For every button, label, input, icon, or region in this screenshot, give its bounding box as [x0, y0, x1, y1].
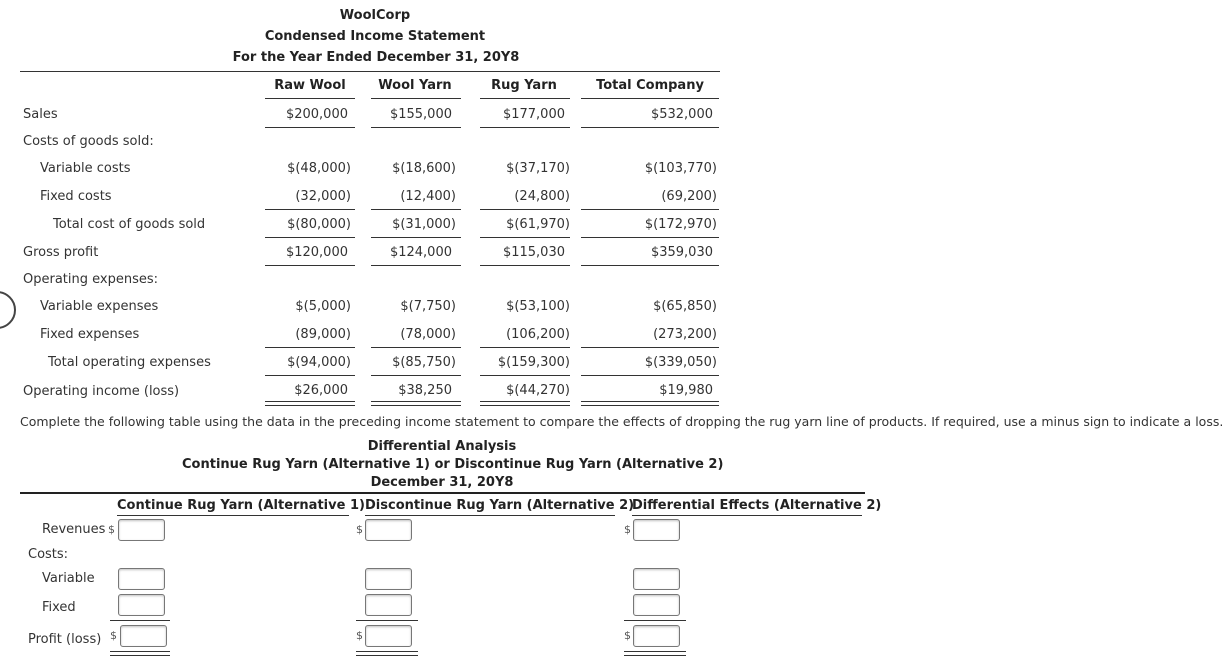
- label-costs: Costs:: [28, 547, 69, 562]
- row-label-operating-income: Operating income (loss): [23, 384, 180, 399]
- double-underline: [581, 401, 719, 406]
- variable-diff-input[interactable]: [633, 568, 680, 590]
- value-cell: $120,000: [285, 245, 348, 260]
- row-label-total-cogs: Total cost of goods sold: [53, 217, 206, 232]
- col-raw-wool: Raw Wool: [274, 78, 346, 93]
- fixed-alt2-input[interactable]: [365, 594, 412, 616]
- col-rug-yarn: Rug Yarn: [491, 78, 557, 93]
- underline: [371, 375, 461, 376]
- analysis-title: Differential Analysis: [367, 439, 517, 454]
- value-cell: $(172,970): [644, 217, 717, 232]
- row-label-sales: Sales: [23, 107, 58, 122]
- statement-period: For the Year Ended December 31, 20Y8: [232, 50, 520, 65]
- value-cell: $(5,000): [295, 299, 351, 314]
- underline: [480, 237, 570, 238]
- analysis-date: December 31, 20Y8: [370, 475, 514, 490]
- dollar-sign: $: [624, 523, 631, 536]
- value-cell: $26,000: [294, 383, 348, 398]
- value-cell: $124,000: [389, 245, 452, 260]
- revenues-diff-input[interactable]: [633, 519, 680, 541]
- label-revenues: Revenues: [42, 522, 106, 537]
- value-cell: (273,200): [653, 327, 717, 342]
- underline: [480, 347, 570, 348]
- underline: [581, 127, 719, 128]
- dollar-sign: $: [356, 523, 363, 536]
- value-cell: $(339,050): [644, 355, 717, 370]
- underline: [581, 237, 719, 238]
- decorative-circle-icon: [0, 291, 16, 329]
- underline: [371, 347, 461, 348]
- underline: [265, 375, 355, 376]
- label-variable: Variable: [42, 571, 95, 586]
- value-cell: $(48,000): [287, 161, 351, 176]
- col-discontinue-rug-yarn: Discontinue Rug Yarn (Alternative 2): [365, 498, 635, 513]
- underline: [371, 265, 461, 266]
- profit-diff-input[interactable]: [633, 625, 680, 647]
- double-underline: [480, 401, 570, 406]
- underline: [265, 209, 355, 210]
- row-label-operating-expenses: Operating expenses:: [23, 272, 159, 287]
- col-total-company: Total Company: [596, 78, 704, 93]
- label-fixed: Fixed: [42, 600, 76, 615]
- fixed-alt1-input[interactable]: [118, 594, 165, 616]
- value-cell: $(103,770): [644, 161, 717, 176]
- value-cell: $(18,600): [392, 161, 456, 176]
- underline: [581, 347, 719, 348]
- row-label-total-operating-expenses: Total operating expenses: [48, 355, 211, 370]
- double-underline: [110, 651, 170, 656]
- double-underline: [265, 401, 355, 406]
- value-cell: $177,000: [502, 107, 565, 122]
- underline: [356, 620, 418, 621]
- col-rule: [480, 98, 570, 99]
- value-cell: (32,000): [295, 189, 351, 204]
- col-rule: [365, 515, 615, 516]
- value-cell: (106,200): [506, 327, 570, 342]
- underline: [265, 237, 355, 238]
- value-cell: $(61,970): [506, 217, 570, 232]
- row-label-cogs: Costs of goods sold:: [23, 134, 154, 149]
- value-cell: $(159,300): [497, 355, 570, 370]
- instruction-text: Complete the following table using the data in the preceding income statement to compare the effects of dropping the rug yarn line of products. If required, use a minus sign to indicate a loss.: [20, 414, 1224, 429]
- underline: [480, 265, 570, 266]
- underline: [371, 127, 461, 128]
- value-cell: (69,200): [661, 189, 717, 204]
- underline: [581, 209, 719, 210]
- underline: [581, 375, 719, 376]
- value-cell: $(94,000): [287, 355, 351, 370]
- value-cell: $38,250: [398, 383, 452, 398]
- header-rule: [20, 71, 720, 72]
- revenues-alt1-input[interactable]: [118, 519, 165, 541]
- double-underline: [624, 651, 686, 656]
- row-label-gross-profit: Gross profit: [23, 245, 99, 260]
- statement-title: Condensed Income Statement: [264, 29, 486, 44]
- profit-alt1-input[interactable]: [120, 625, 167, 647]
- underline: [265, 127, 355, 128]
- value-cell: (89,000): [295, 327, 351, 342]
- row-label-fixed-costs: Fixed costs: [40, 189, 112, 204]
- dollar-sign: $: [356, 629, 363, 642]
- row-label-fixed-expenses: Fixed expenses: [40, 327, 140, 342]
- value-cell: $532,000: [650, 107, 713, 122]
- col-rule: [371, 98, 461, 99]
- value-cell: $(31,000): [392, 217, 456, 232]
- double-underline: [371, 401, 461, 406]
- col-wool-yarn: Wool Yarn: [378, 78, 452, 93]
- underline: [624, 620, 686, 621]
- underline: [581, 265, 719, 266]
- value-cell: $(65,850): [653, 299, 717, 314]
- value-cell: $(37,170): [506, 161, 570, 176]
- value-cell: $(80,000): [287, 217, 351, 232]
- row-label-variable-expenses: Variable expenses: [40, 299, 159, 314]
- dollar-sign: $: [110, 629, 117, 642]
- analysis-subtitle: Continue Rug Yarn (Alternative 1) or Discontinue Rug Yarn (Alternative 2): [182, 457, 724, 472]
- col-continue-rug-yarn: Continue Rug Yarn (Alternative 1): [117, 498, 365, 513]
- value-cell: $200,000: [285, 107, 348, 122]
- value-cell: $(85,750): [392, 355, 456, 370]
- company-name: WoolCorp: [339, 8, 411, 23]
- underline: [265, 265, 355, 266]
- value-cell: $115,030: [502, 245, 565, 260]
- variable-alt2-input[interactable]: [365, 568, 412, 590]
- value-cell: $19,980: [659, 383, 713, 398]
- col-differential-effects: Differential Effects (Alternative 2): [632, 498, 882, 513]
- row-label-variable-costs: Variable costs: [40, 161, 131, 176]
- underline: [480, 209, 570, 210]
- value-cell: $(7,750): [400, 299, 456, 314]
- revenues-alt2-input[interactable]: [365, 519, 412, 541]
- variable-alt1-input[interactable]: [118, 568, 165, 590]
- label-profit-loss: Profit (loss): [28, 632, 102, 647]
- underline: [371, 237, 461, 238]
- dollar-sign: $: [108, 523, 115, 536]
- double-underline: [356, 651, 418, 656]
- dollar-sign: $: [624, 629, 631, 642]
- col-rule: [117, 515, 349, 516]
- underline: [371, 209, 461, 210]
- underline: [110, 620, 170, 621]
- value-cell: (12,400): [400, 189, 456, 204]
- value-cell: $(53,100): [506, 299, 570, 314]
- col-rule: [265, 98, 355, 99]
- col-rule: [581, 98, 719, 99]
- value-cell: $(44,270): [506, 383, 570, 398]
- value-cell: $155,000: [389, 107, 452, 122]
- value-cell: (78,000): [400, 327, 456, 342]
- col-rule: [632, 515, 862, 516]
- value-cell: (24,800): [514, 189, 570, 204]
- underline: [480, 375, 570, 376]
- underline: [265, 347, 355, 348]
- profit-alt2-input[interactable]: [365, 625, 412, 647]
- value-cell: $359,030: [650, 245, 713, 260]
- fixed-diff-input[interactable]: [633, 594, 680, 616]
- underline: [480, 127, 570, 128]
- analysis-rule: [20, 492, 865, 494]
